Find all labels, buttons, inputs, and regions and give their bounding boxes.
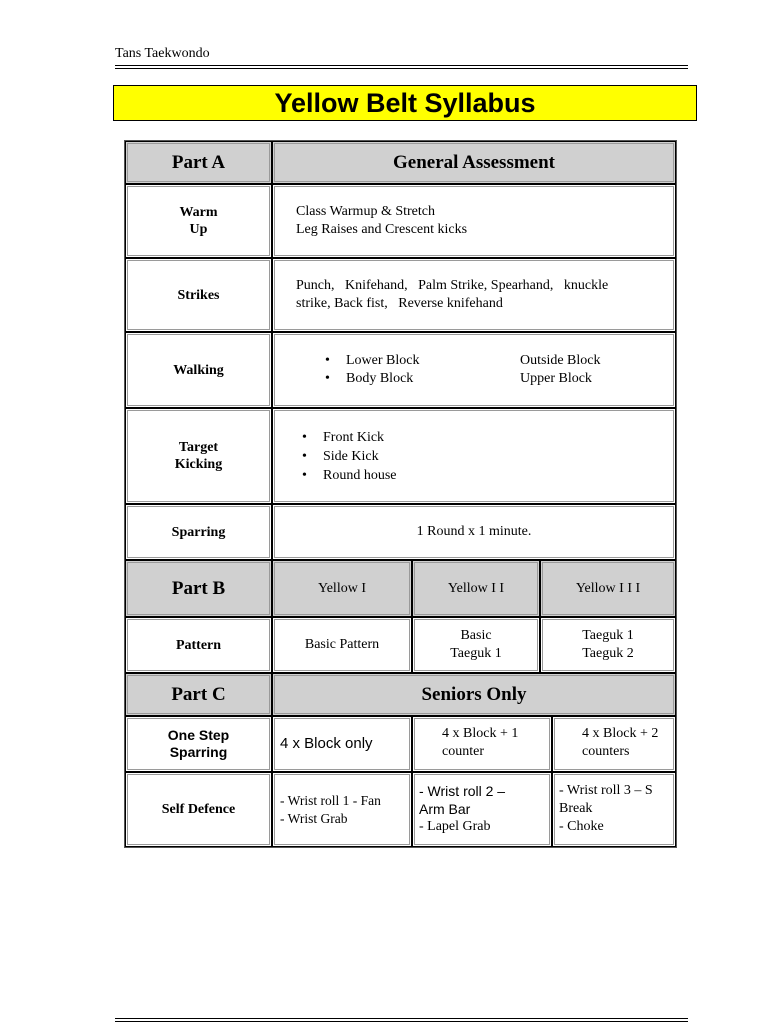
pattern-yellow-2-line2: Taeguk 1 <box>450 646 502 661</box>
target-kicking-label <box>125 408 272 504</box>
part-b-column-yellow-1: Yellow I <box>272 560 412 617</box>
warmup-label-line2: Up <box>189 222 208 237</box>
strikes-content <box>272 258 676 332</box>
one-step-label-line2: Sparring <box>169 744 228 760</box>
pattern-label: Pattern <box>125 617 272 673</box>
pattern-yellow-3-line2: Taeguk 2 <box>582 646 634 661</box>
one-step-col3-line1: 4 x Block + 2 <box>582 726 659 741</box>
one-step-col1: 4 x Block only <box>272 716 412 772</box>
self-defence-col1-line1: - Wrist roll 1 - Fan <box>280 792 381 808</box>
self-defence-col2-line1: - Wrist roll 2 – <box>419 783 506 799</box>
self-defence-col1-line2: - Wrist Grab <box>280 810 348 826</box>
target-kicking-content <box>272 408 676 504</box>
walking-list-left <box>322 352 520 388</box>
self-defence-col2 <box>412 772 552 847</box>
walking-list-right <box>520 352 601 388</box>
one-step-col2-line2: counter <box>442 744 484 759</box>
self-defence-col3-line2: Break <box>559 801 593 816</box>
pattern-yellow-3-line1: Taeguk 1 <box>582 628 634 643</box>
walking-label: Walking <box>125 332 272 408</box>
target-kicking-item: • Front Kick <box>299 428 397 447</box>
pattern-yellow-1: Basic Pattern <box>272 617 412 673</box>
walking-item: • Lower Block <box>322 352 520 370</box>
part-b-column-yellow-2: Yellow I I <box>412 560 540 617</box>
footer-rule-double <box>115 1021 688 1022</box>
header-rule-double <box>115 68 688 69</box>
warmup-content <box>272 184 676 258</box>
part-a-label: Part A <box>125 141 272 184</box>
pattern-yellow-2-line1: Basic <box>460 628 492 643</box>
warmup-label-line1: Warm <box>179 205 218 220</box>
part-c-heading: Seniors Only <box>272 673 676 716</box>
strikes-line2: strike, Back fist, Reverse knifehand <box>296 296 503 311</box>
walking-content <box>272 332 676 408</box>
one-step-col3-line2: counters <box>582 744 630 759</box>
strikes-label: Strikes <box>125 258 272 332</box>
pattern-yellow-3 <box>540 617 676 673</box>
target-kicking-label-line1: Target <box>178 440 219 455</box>
self-defence-col2-line2: Arm Bar <box>419 801 471 817</box>
one-step-col3 <box>552 716 676 772</box>
warmup-line1: Class Warmup & Stretch <box>296 204 435 219</box>
one-step-col2 <box>412 716 552 772</box>
sparring-value: 1 Round x 1 minute. <box>272 504 676 560</box>
header-rule <box>115 65 688 66</box>
self-defence-col1 <box>272 772 412 847</box>
self-defence-col2-line3: - Lapel Grab <box>419 819 491 834</box>
header-org-name: Tans Taekwondo <box>115 46 210 61</box>
one-step-label <box>125 716 272 772</box>
part-c-label: Part C <box>125 673 272 716</box>
target-kicking-item: • Side Kick <box>299 447 397 466</box>
part-b-column-yellow-3: Yellow I I I <box>540 560 676 617</box>
warmup-label <box>125 184 272 258</box>
one-step-label-line1: One Step <box>167 727 230 743</box>
walking-item-right: Outside Block <box>520 353 601 368</box>
walking-item-right: Upper Block <box>520 371 592 386</box>
part-b-label: Part B <box>125 560 272 617</box>
target-kicking-item: • Round house <box>299 466 397 485</box>
footer-rule <box>115 1018 688 1019</box>
strikes-line1: Punch, Knifehand, Palm Strike, Spearhand, knuckle <box>296 278 609 293</box>
part-a-heading: General Assessment <box>272 141 676 184</box>
self-defence-col3 <box>552 772 676 847</box>
pattern-yellow-2 <box>412 617 540 673</box>
self-defence-col3-line3: - Choke <box>559 819 604 834</box>
self-defence-label: Self Defence <box>125 772 272 847</box>
target-kicking-label-line2: Kicking <box>174 457 223 472</box>
target-kicking-list <box>299 428 397 485</box>
self-defence-col3-line1: - Wrist roll 3 – S <box>559 783 653 798</box>
one-step-col2-line1: 4 x Block + 1 <box>442 726 519 741</box>
warmup-line2: Leg Raises and Crescent kicks <box>296 222 468 237</box>
page-title: Yellow Belt Syllabus <box>113 85 697 121</box>
sparring-label: Sparring <box>125 504 272 560</box>
walking-item: • Body Block <box>322 370 520 388</box>
